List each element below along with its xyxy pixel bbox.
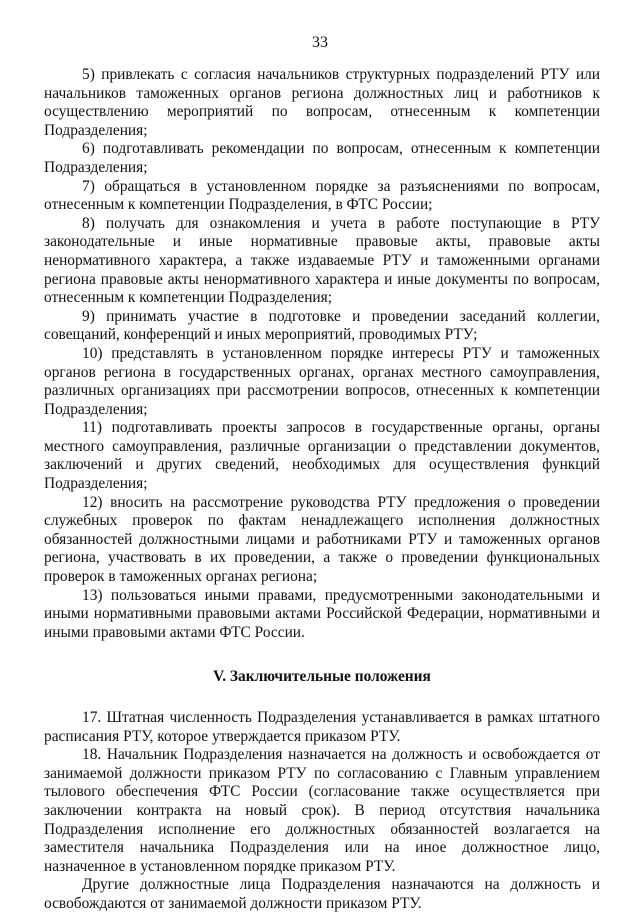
- page-number: 33: [312, 34, 328, 51]
- clause-paragraph: 18. Начальник Подразделения назначается на должность и освобождается от занимаемой должности приказом РТУ по согласованию с Главным управлением тылового обеспечения ФТС России (согласование также осуществляется при заключении контракта на новый срок). В период отсутствия начальника Подразделения исполнение его должностных обязанностей возлагается на заместителя начальника Подразделения или на иное должностное лицо, назначенное в установленном порядке приказом РТУ.: [44, 746, 600, 875]
- list-item: 10) представлять в установленном порядке интересы РТУ и таможенных органов региона в государственных органах, органах местного самоуправления, различных организациях при рассмотрении вопросов, отнесенных к компетенции Подразделения;: [44, 344, 600, 418]
- section-heading: V. Заключительные положения: [213, 668, 431, 686]
- list-item: 8) получать для ознакомления и учета в работе поступающие в РТУ законодательные и иные нормативные правовые акты, правовые акты ненормативного характера, а также издаваемые РТУ и таможенными органами региона правовые акты ненормативного характера и иные документы по вопросам, отнесенным к компетенции Подразделения;: [44, 214, 600, 307]
- list-item: 6) подготавливать рекомендации по вопросам, отнесенным к компетенции Подразделения;: [44, 140, 600, 176]
- clause-paragraph: Другие должностные лица Подразделения назначаются на должность и освобождаются от занимаемой должности приказом РТУ.: [44, 876, 600, 912]
- list-item: 12) вносить на рассмотрение руководства РТУ предложения о проведении служебных проверок по фактам ненадлежащего исполнения должностных обязанностей должностными лицами и работниками РТУ и таможенных органов региона, участвовать в их проведении, а также о проведении функциональных проверок в таможенных органах региона;: [44, 493, 600, 586]
- document-body: [44, 66, 600, 914]
- list-item: 7) обращаться в установленном порядке за разъяснениями по вопросам, отнесенным к компетенции Подразделения, в ФТС России;: [44, 177, 600, 214]
- list-item: 9) принимать участие в подготовке и проведении заседаний коллегии, совещаний, конференций и иных мероприятий, проводимых РТУ;: [44, 307, 600, 344]
- list-item: 5) привлекать с согласия начальников структурных подразделений РТУ или начальников таможенных органов региона должностных лиц и работников к осуществлению мероприятий по вопросам, отнесенным к компетенции Подразделения;: [44, 66, 600, 139]
- list-item: 11) подготавливать проекты запросов в государственные органы, органы местного самоуправления, различные организации о представлении документов, заключений и других сведений, необходимых для осуществления функций Подразделения;: [44, 419, 600, 493]
- list-item: 13) пользоваться иными правами, предусмотренными законодательными и иными нормативными правовыми актами Российской Федерации, нормативными и иными правовыми актами ФТС России.: [44, 586, 600, 641]
- clause-paragraph: 17. Штатная численность Подразделения устанавливается в рамках штатного расписания РТУ, которое утверждается приказом РТУ.: [44, 709, 600, 745]
